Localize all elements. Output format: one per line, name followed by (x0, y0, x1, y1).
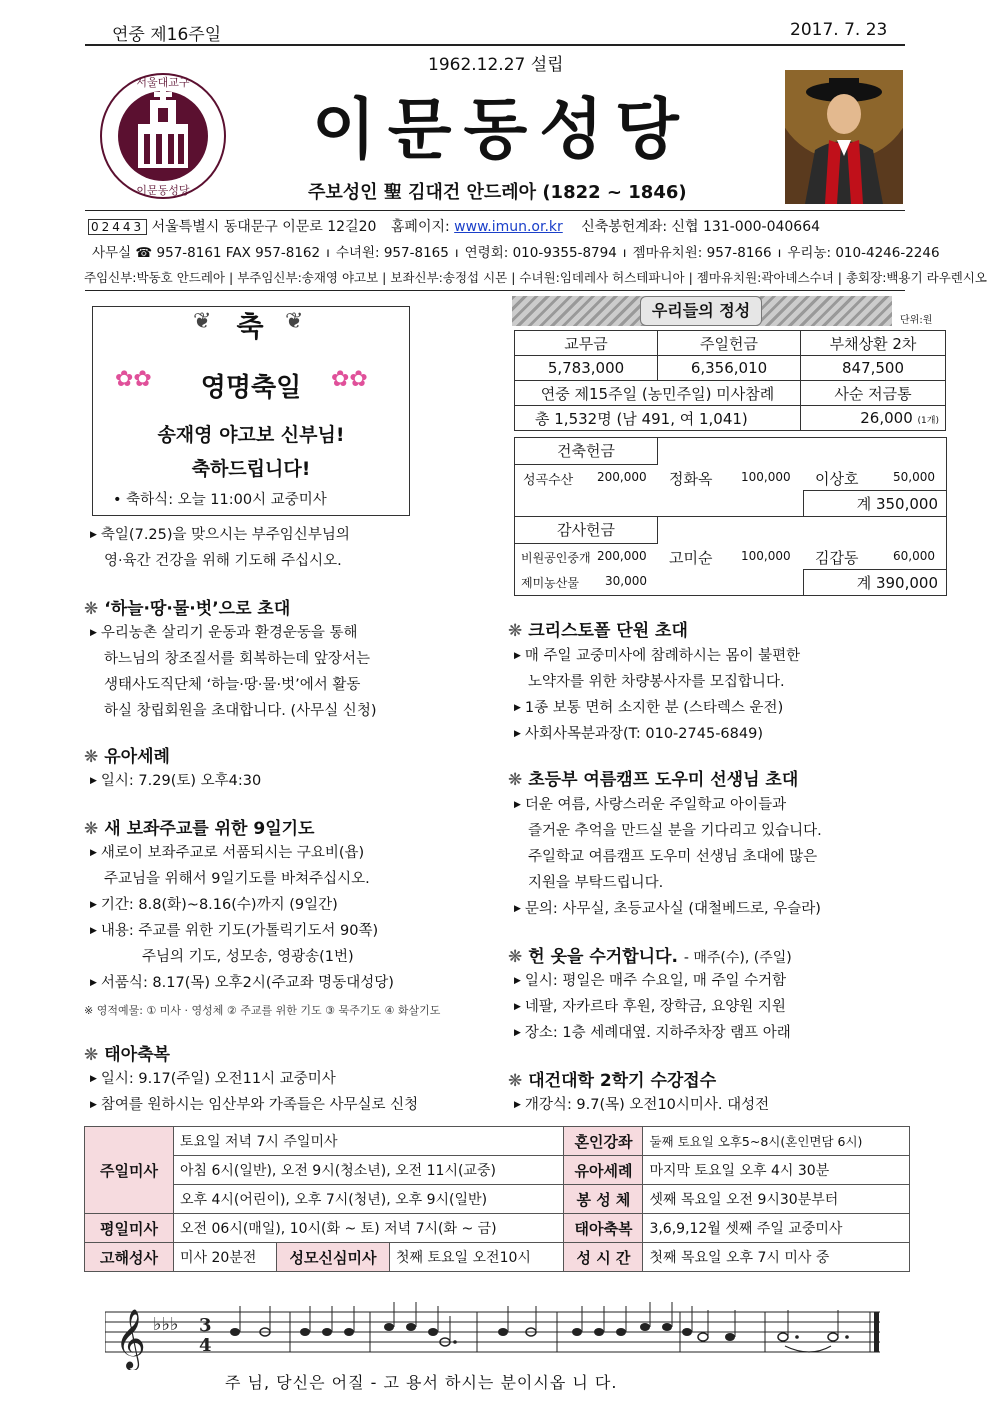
snowflake-icon: ❋ (84, 599, 99, 619)
contact-kindergarten: 젬마유치원: 957-8166 (632, 245, 772, 261)
contacts-line: 사무실 ☎ 957-8161 FAX 957-8162 ı 수녀원: 957-8165 ı 연령회: 010-9355-8794 ı 젬마유치원: 957-8166 ı 우리농: 010-4246-2246 (92, 245, 940, 261)
donor-name: 제미농산물 (521, 576, 579, 590)
offering-header: 주일헌금 (658, 331, 801, 356)
staff-pastor: 주임신부:박동호 안드레아 (84, 270, 226, 285)
donor-name: 고미순 (669, 549, 713, 567)
snowflake-icon: ❋ (84, 1045, 99, 1065)
section-body-christopher: ▶ 매 주일 교중미사에 참례하시는 몸이 불편한 노약자를 위한 차량봉사자를 모집합니다. ▶ 1종 보통 면허 소지한 분 (스타렉스 운전) ▶ 사회사목분과장(T: 010-2745-6849) (514, 648, 801, 742)
snowflake-icon: ❋ (84, 819, 99, 839)
section-title-suffix: - 매주(수), (주일) (683, 950, 792, 966)
body-line: 주교님을 위해서 9일기도를 바쳐주십시오. (104, 871, 370, 887)
contact-funeral: 연령회: 010-9355-8794 (464, 245, 617, 261)
body-line: 생태사도직단체 ‘하늘·땅·물·벗’에서 활동 (104, 677, 361, 693)
body-line: 1종 보통 면허 소지한 분 (스타렉스 운전) (524, 700, 784, 716)
offering-value: 5,783,000 (515, 356, 658, 381)
body-line: 사회사목분과장(T: 010-2745-6849) (524, 726, 763, 742)
congrats-box (92, 306, 410, 516)
section-body-clothes: ▶ 일시: 평일은 매주 수요일, 매 주일 수거함 ▶ 네팔, 자카르타 후원, 장학금, 요양원 지원 ▶ 장소: 1층 세례대옆. 지하주차장 램프 아래 (514, 973, 791, 1041)
body-line: 우리농촌 살리기 운동과 환경운동을 통해 (100, 625, 358, 641)
donor-amount: 30,000 (605, 574, 647, 588)
congrats-line2: 축하드립니다! (191, 458, 311, 480)
schedule-label: 유아세례 (564, 1156, 643, 1185)
thanks-offering-box (514, 516, 947, 596)
sunday-mass-line: 오후 4시(어린이), 오후 7시(청년), 오후 9시(일반) (174, 1185, 564, 1214)
patron-portrait (785, 70, 903, 204)
schedule-value: 첫째 목요일 오후 7시 미사 중 (643, 1243, 910, 1272)
section-body-environment: ▶ 우리농촌 살리기 운동과 환경운동을 통해 하느님의 창조질서를 회복하는데 앞장서는 생태사도직단체 ‘하늘·땅·물·벗’에서 활동 하실 창립회원을 초대합니다. (사무실 신청) (90, 620, 376, 724)
donor-amount: 200,000 (597, 470, 647, 484)
snowflake-icon: ❋ (508, 770, 523, 790)
section-body-summer-camp: ▶ 더운 여름, 사랑스러운 주일학교 아이들과 즐거운 추억을 만드실 분을 기다리고 있습니다. 주일학교 여름캠프 도우미 선생님 초대에 많은 지원을 부탁드립니다. ▶ 문의: 사무실, 초등교사실 (대철베드로, 우슬라) (514, 797, 822, 917)
donor-name: 이상호 (815, 470, 859, 488)
building-fund-box (514, 437, 947, 517)
snowflake-icon: ❋ (508, 1071, 523, 1091)
section-title-novena (84, 814, 314, 839)
body-line: 서품식: 8.17(목) 오후2시(주교좌 명동대성당) (100, 975, 394, 991)
offering-table (514, 330, 946, 431)
thanks-offering-label: 감사헌금 (515, 517, 658, 544)
postcode: 02443 (88, 219, 147, 235)
weekday-mass-value: 오전 06시(매일), 10시(화 ~ 토) 저녁 7시(화 ~ 금) (174, 1214, 564, 1243)
section-title-text: 헌 옷을 수거합니다. (528, 947, 678, 967)
body-line: 일시: 9.17(주일) 오전11시 교중미사 (100, 1071, 336, 1087)
mass-schedule-table (84, 1126, 910, 1272)
section-title-text: 새 보좌주교를 위한 9일기도 (104, 819, 315, 839)
homepage-link[interactable]: www.imun.or.kr (454, 219, 563, 235)
schedule-label: 성 시 간 (564, 1243, 643, 1272)
body-line: 일시: 평일은 매주 수요일, 매 주일 수거함 (524, 973, 787, 989)
donor-name: 김갑동 (815, 549, 859, 567)
schedule-label: 태아축복 (564, 1214, 643, 1243)
building-fund-label: 건축헌금 (515, 438, 658, 465)
section-body-college: ▶ 개강식: 9.7(목) 오전10시미사. 대성전 (514, 1097, 770, 1113)
section-body-novena: ▶ 새로이 보좌주교로 서품되시는 구요비(욥) 주교님을 위해서 9일기도를 바쳐주십시오. ▶ 기간: 8.8(화)~8.16(수)까지 (9일간) ▶ 내용: 주교를 위한 기도(가톨릭기도서 90쪽) 주님의 기도, 성모송, 영광송(1번) ▶ 서품식: 8.17(목) 오후2시(주교좌 명동대성당) (90, 845, 394, 991)
svg-text:𝄞: 𝄞 (115, 1309, 146, 1369)
section-title-clothes (508, 942, 792, 967)
offering-unit: 단위:원 (900, 315, 933, 326)
flower-right-icon: ✿✿ (331, 367, 368, 392)
contact-farm: 우리농: 010-4246-2246 (787, 245, 940, 261)
section-title-text: ‘하늘·땅·물·벗’으로 초대 (104, 599, 291, 619)
attendance-label: 연중 제15주일 (농민주일) 미사참례 (515, 381, 801, 406)
confession-value: 미사 20분전 (174, 1243, 277, 1272)
staff-line: 주임신부:박동호 안드레아 | 부주임신부:송재영 야고보 | 보좌신부:송정섭 시몬 | 수녀원:임데레사 허스테파니아 | 젬마유치원:곽아녜스수녀 | 총회장:백용기 라우렌시오 (84, 270, 987, 285)
section-title-text: 태아축복 (104, 1045, 170, 1065)
donor-name: 비원공인중개 (521, 551, 591, 565)
body-line: 새로이 보좌주교로 서품되시는 구요비(욥) (100, 845, 365, 861)
offering-header: 부채상환 2차 (801, 331, 946, 356)
body-line: 하느님의 창조질서를 회복하는데 앞장서는 (104, 651, 370, 667)
savings-count: (1개) (917, 416, 939, 426)
congrats-title: 영명축일 (200, 373, 302, 403)
laurel-left-icon: ❦ (193, 309, 212, 334)
confession-label: 고해성사 (85, 1243, 174, 1272)
building-fund-total: 계 350,000 (803, 490, 946, 516)
section-title-text: 유아세례 (104, 747, 170, 767)
feast-note-line: 축일(7.25)을 맞으시는 부주임신부님의 (100, 527, 350, 543)
section-title-christopher (508, 616, 688, 641)
body-line: 네팔, 자카르타 후원, 장학금, 요양원 지원 (524, 999, 786, 1015)
congrats-line1: 송재영 야고보 신부님! (157, 424, 345, 446)
homepage-label: 홈페이지: (390, 219, 450, 235)
section-title-environment (84, 594, 290, 619)
body-line: 주일학교 여름캠프 도우미 선생님 초대에 많은 (528, 849, 818, 865)
marian-mass-label: 성모신심미사 (277, 1243, 390, 1272)
body-line: 기간: 8.8(화)~8.16(수)까지 (9일간) (100, 897, 338, 913)
patron-saint: 주보성인 聖 김대건 안드레아 (1822 ~ 1846) (308, 182, 687, 203)
address: 서울특별시 동대문구 이문로 12길20 (151, 219, 377, 235)
body-line: 장소: 1층 세례대옆. 지하주차장 램프 아래 (524, 1025, 791, 1041)
section-body-fetal-blessing: ▶ 일시: 9.17(주일) 오전11시 교중미사 ▶ 참여를 원하시는 임산부와 가족들은 사무실로 신청 (90, 1071, 419, 1113)
staff-associate: 부주임신부:송재영 야고보 (237, 270, 379, 285)
sunday-mass-line: 토요일 저녁 7시 주일미사 (174, 1127, 564, 1156)
section-title-fetal-blessing (84, 1040, 170, 1065)
body-line: 노약자를 위한 차량봉사자를 모집합니다. (528, 674, 785, 690)
section-body-baptism: ▶ 일시: 7.29(토) 오후4:30 (90, 773, 262, 789)
schedule-label: 혼인강좌 (564, 1127, 643, 1156)
donor-name: 정화옥 (669, 470, 713, 488)
thanks-offering-total: 계 390,000 (803, 569, 946, 595)
congrats-heading: 축 (236, 310, 264, 343)
staff-sisters: 수녀원:임데레사 허스테파니아 (519, 270, 685, 285)
body-line: 문의: 사무실, 초등교사실 (대철베드로, 우슬라) (524, 901, 821, 917)
donor-amount: 50,000 (893, 470, 935, 484)
svg-text:서울대교구: 서울대교구 (136, 76, 190, 89)
svg-text:♭♭♭: ♭♭♭ (153, 1314, 179, 1335)
laurel-right-icon: ❦ (285, 309, 304, 334)
offering-header: 교무금 (515, 331, 658, 356)
attendance-value: 총 1,532명 (남 491, 여 1,041) (515, 406, 801, 431)
donor-amount: 100,000 (741, 470, 791, 484)
svg-text:이문동성당: 이문동성당 (136, 184, 190, 197)
staff-kindergarten: 젬마유치원:곽아녜스수녀 (696, 270, 834, 285)
feast-note: ▶ 축일(7.25)을 맞으시는 부주임신부님의 영·육간 건강을 위해 기도해 주십시오. (90, 522, 350, 574)
donor-amount: 60,000 (893, 549, 935, 563)
body-line: 개강식: 9.7(목) 오전10시미사. 대성전 (524, 1097, 770, 1113)
snowflake-icon: ❋ (508, 947, 523, 967)
feast-note-line: 영·육간 건강을 위해 기도해 주십시오. (104, 553, 342, 569)
congrats-mass-text: 축하식: 오늘 11:00시 교중미사 (126, 492, 327, 508)
flower-left-icon: ✿✿ (115, 367, 152, 392)
body-line: 주님의 기도, 성모송, 영광송(1번) (142, 949, 354, 965)
sunday-mass-line: 아침 6시(일반), 오전 9시(청소년), 오전 11시(교중) (174, 1156, 564, 1185)
snowflake-icon: ❋ (84, 747, 99, 767)
body-line: 내용: 주교를 위한 기도(가톨릭기도서 90쪽) (100, 923, 379, 939)
section-title-summer-camp (508, 765, 798, 790)
offering-title: 우리들의 정성 (640, 296, 762, 326)
body-line: 일시: 7.29(토) 오후4:30 (100, 773, 262, 789)
issue-date: 2017. 7. 23 (790, 20, 888, 40)
savings-cell (801, 406, 946, 431)
body-line: 더운 여름, 사랑스러운 주일학교 아이들과 (524, 797, 787, 813)
marian-mass-value: 첫째 토요일 오전10시 (390, 1243, 564, 1272)
contact-office: 사무실 ☎ 957-8161 FAX 957-8162 (92, 245, 321, 261)
body-line: 매 주일 교중미사에 참례하시는 몸이 불편한 (524, 648, 801, 664)
schedule-value: 셋째 목요일 오전 9시30분부터 (643, 1185, 910, 1214)
svg-text:4: 4 (199, 1335, 212, 1356)
donor-amount: 200,000 (597, 549, 647, 563)
song-lyrics: 주 님, 당신은 어질 - 고 용서 하시는 분이시옵 니 다. (225, 1373, 618, 1392)
schedule-label: 봉 성 체 (564, 1185, 643, 1214)
section-title-baptism (84, 742, 170, 767)
body-line: 참여를 원하시는 임산부와 가족들은 사무실로 신청 (100, 1097, 419, 1113)
founded-date: 1962.12.27 설립 (428, 55, 564, 75)
section-title-text: 초등부 여름캠프 도우미 선생님 초대 (528, 770, 799, 790)
congrats-mass: • 축하식: 오늘 11:00시 교중미사 (113, 492, 327, 508)
novena-note: ※ 영적예물: ① 미사 · 영성체 ② 주교를 위한 기도 ③ 묵주기도 ④ 화살기도 (84, 1004, 441, 1017)
staff-council: 총회장:백용기 라우렌시오 (845, 270, 987, 285)
schedule-value: 3,6,9,12월 셋째 주일 교중미사 (643, 1214, 910, 1243)
address-line (88, 216, 820, 236)
savings-value: 26,000 (860, 409, 913, 427)
weekday-mass-label: 평일미사 (85, 1214, 174, 1243)
svg-text:3: 3 (199, 1315, 212, 1336)
sunday-mass-label: 주일미사 (85, 1127, 174, 1214)
schedule-value: 마지막 토요일 오후 4시 30분 (643, 1156, 910, 1185)
body-line: 하실 창립회원을 초대합니다. (사무실 신청) (104, 703, 377, 719)
section-title-college (508, 1066, 716, 1091)
music-staff (105, 1300, 885, 1370)
season: 연중 제16주일 (112, 25, 222, 45)
body-line: 지원을 부탁드립니다. (528, 875, 664, 891)
offering-value: 847,500 (801, 356, 946, 381)
schedule-value: 둘째 토요일 오후5~8시(혼인면담 6시) (643, 1127, 910, 1156)
donor-amount: 100,000 (741, 549, 791, 563)
parish-logo (88, 72, 238, 200)
offering-value: 6,356,010 (658, 356, 801, 381)
contact-convent: 수녀원: 957-8165 (335, 245, 449, 261)
staff-assistant: 보좌신부:송정섭 시몬 (390, 270, 508, 285)
section-title-text: 크리스토폴 단원 초대 (528, 621, 688, 641)
donor-name: 성곡수산 (523, 473, 574, 488)
snowflake-icon: ❋ (508, 621, 523, 641)
savings-label: 사순 저금통 (801, 381, 946, 406)
parish-name: 이문동성당 (312, 91, 691, 168)
body-line: 즐거운 추억을 만드실 분을 기다리고 있습니다. (528, 823, 822, 839)
section-title-text: 대건대학 2학기 수강접수 (528, 1071, 717, 1091)
account-info: 신축봉헌계좌: 신협 131-000-040664 (581, 219, 821, 235)
